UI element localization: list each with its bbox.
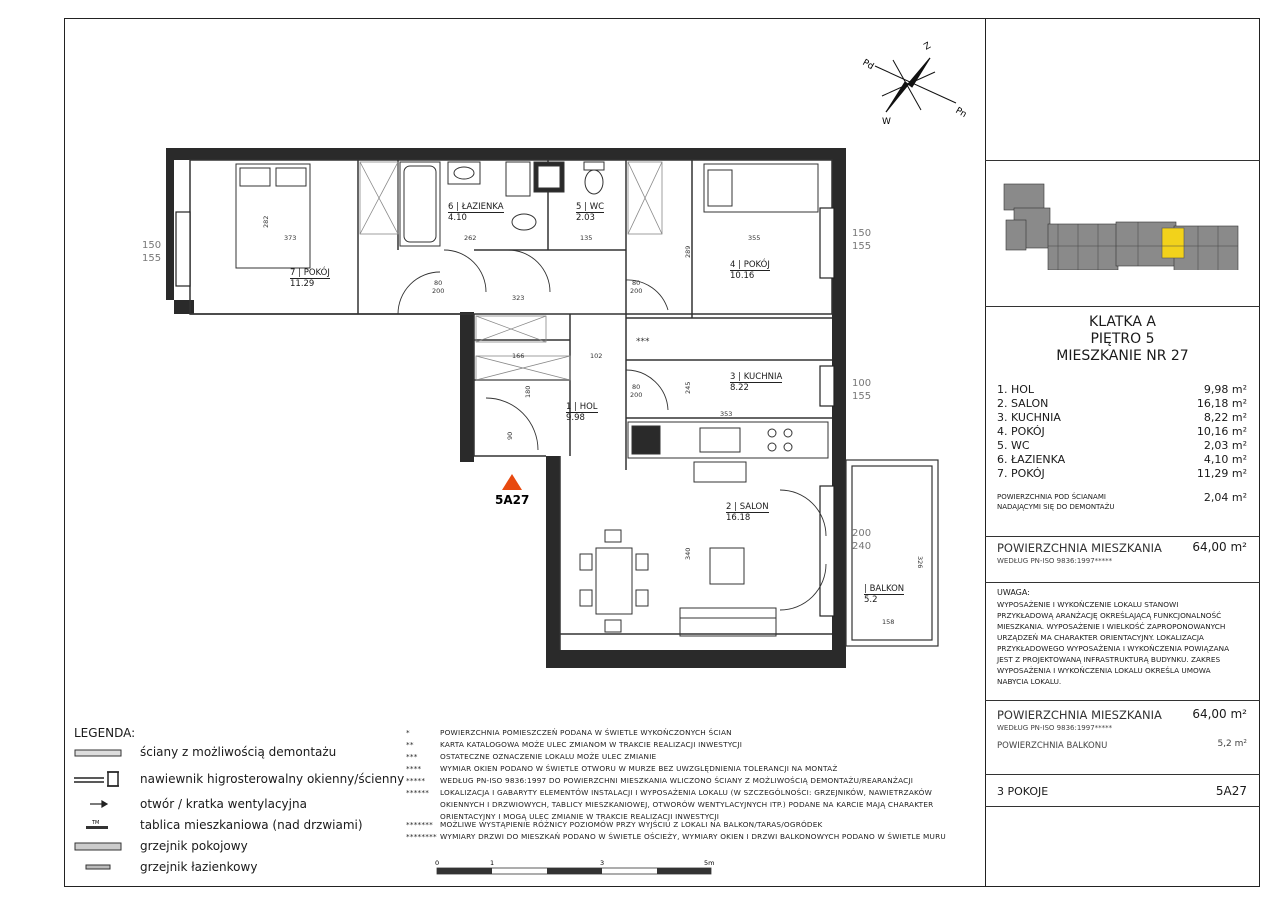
tm-label: TM	[92, 820, 100, 826]
room-row-label: 5. WC	[997, 439, 1030, 452]
dim-158: 158	[882, 618, 895, 626]
room-label-balcony: | BALKON 5.2	[864, 584, 905, 605]
dim-326: 326	[916, 556, 924, 569]
room-7-area: 11.29	[290, 279, 315, 289]
win-150-right: 150	[852, 228, 872, 239]
uwaga-line: WYPOSAŻENIA I WYKOŃCZENIA LOKALU OKREŚLA UMOWA	[997, 666, 1211, 675]
dim-340: 340	[684, 547, 692, 560]
room-row	[997, 467, 1247, 480]
note-mark: *****	[406, 776, 426, 785]
room-4-name: POKÓJ	[743, 260, 770, 270]
total-area-note-2: WEDŁUG PN-ISO 9836:1997*****	[997, 724, 1113, 732]
note-text: LOKALIZACJA I GABARYTY ELEMENTÓW INSTALACJI I WYPOSAŻENIA LOKALU (W SZCZEGÓLNOŚCI: GRZEJNIKÓW, NAWIETRZAKÓW	[440, 788, 932, 797]
note-mark: *	[406, 728, 410, 737]
note-text: MOŻLIWE WYSTĄPIENIE RÓŻNICY POZIOMÓW PRZY WYJŚCIU Z LOKALI NA BALKON/TARAS/OGRÓDEK	[440, 820, 823, 829]
balcony-name: BALKON	[869, 584, 905, 594]
door-80-c: 80	[632, 383, 641, 391]
win-200: 200	[852, 528, 872, 539]
apartment-panel-icon	[86, 820, 108, 829]
room-row-value: 2,03 m²	[1203, 439, 1247, 452]
room-4-area: 10.16	[730, 271, 755, 281]
dim-135: 135	[580, 234, 593, 242]
room-2-name: SALON	[739, 502, 769, 512]
room-row-value: 11,29 m²	[1196, 467, 1247, 480]
win-150-left: 150	[142, 240, 162, 251]
legend-item-demountable: ściany z możliwością demontażu	[140, 745, 337, 759]
room-3-name: KUCHNIA	[743, 372, 783, 382]
room-label-6: 6 | ŁAZIENKA 4.10	[448, 202, 504, 223]
uwaga-line: WYPOSAŻENIE I WYKOŃCZENIE LOKALU STANOWI	[997, 600, 1179, 609]
note-text: WYMIAR OKIEN PODANO W ŚWIETLE OTWORU W MURZE BEZ UWZGLĘDNIENIA TOLERANCJI NA MONTAŻ	[440, 764, 838, 773]
room-label-4: 4 | POKÓJ 10.16	[730, 260, 770, 281]
room-row-value: 10,16 m²	[1196, 425, 1247, 438]
note-text: OKIENNYCH I DRZWIOWYCH, TABLICY MIESZKANIOWEJ, OTWORÓW WENTYLACYJNYCH ITP.) PODANE NA KARCIE MAJĄ CHARAKTER	[440, 800, 934, 809]
legend-item-bath-radiator: grzejnik łazienkowy	[140, 860, 258, 874]
room-label-5: 5 | WC 2.03	[576, 202, 605, 223]
room-5-number: 5	[576, 202, 582, 212]
room-label-2: 2 | SALON 16.18	[726, 502, 769, 523]
room-label-7: 7 | POKÓJ 11.29	[290, 268, 330, 289]
room-5-name: WC	[589, 202, 605, 212]
room-row-label: 6. ŁAZIENKA	[997, 453, 1066, 466]
compass-w: Pd	[860, 57, 876, 73]
room-row-value: 9,98 m²	[1203, 383, 1247, 396]
note-text: WEDŁUG PN-ISO 9836:1997 DO POWIERZCHNI MIESZKANIA WLICZONO ŚCIANY Z MOŻLIWOŚCIĄ DEMONTAŻU/REARANŻACJI	[440, 776, 914, 785]
room-row-value: 4,10 m²	[1203, 453, 1247, 466]
note-mark: *******	[406, 820, 433, 829]
balcony-area-value: 5,2 m²	[1217, 739, 1247, 749]
total-area-value-2: 64,00 m²	[1192, 707, 1247, 721]
scale-3: 3	[600, 859, 605, 867]
dim-323: 323	[512, 294, 525, 302]
dim-262: 262	[464, 234, 477, 242]
dim-166: 166	[512, 352, 525, 360]
floor-label: PIĘTRO 5	[1090, 331, 1155, 347]
legend-item-room-radiator: grzejnik pokojowy	[140, 839, 248, 853]
dim-289: 289	[684, 245, 692, 258]
total-area-label: POWIERZCHNIA MIESZKANIA	[997, 541, 1162, 555]
legend-title: LEGENDA:	[74, 726, 136, 740]
room-6-number: 6	[448, 202, 454, 212]
room-5-area: 2.03	[576, 213, 595, 223]
apartment-code: 5A27	[1215, 784, 1247, 798]
apartment-label: MIESZKANIE NR 27	[1056, 348, 1189, 364]
balcony-area: 5.2	[864, 595, 878, 605]
dim-355: 355	[748, 234, 761, 242]
room-row-label: 2. SALON	[997, 397, 1049, 410]
scale-0: 0	[435, 859, 440, 867]
room-row	[997, 425, 1247, 438]
building-keyplan	[998, 180, 1248, 270]
dim-353: 353	[720, 410, 733, 418]
compass-icon	[875, 58, 956, 112]
under-walls-label-2: NADAJĄCYMI SIĘ DO DEMONTAŻU	[997, 503, 1115, 511]
win-100: 100	[852, 378, 872, 389]
scale-5: 5m	[704, 859, 715, 867]
door-200-c: 200	[630, 391, 643, 399]
door-80-a: 80	[434, 279, 443, 287]
room-row-label: 7. POKÓJ	[997, 467, 1045, 480]
note-text: POWIERZCHNIA POMIESZCZEŃ PODANA W ŚWIETLE WYKOŃCZONYCH ŚCIAN	[440, 728, 732, 737]
bathroom-radiator-icon	[86, 865, 110, 869]
room-row	[997, 453, 1247, 466]
room-1-name: HOL	[579, 402, 598, 412]
win-155-kitchen: 155	[852, 391, 872, 402]
uwaga-line: MIESZKANIA. WYPOSAŻENIE I WIELKOŚĆ ZAPROPONOWANYCH	[997, 622, 1226, 631]
room-radiator-icon	[75, 843, 121, 850]
compass-e: Pn	[953, 105, 969, 121]
scale-bar	[435, 859, 714, 874]
room-6-name: ŁAZIENKA	[461, 202, 504, 212]
room-7-name: POKÓJ	[303, 268, 330, 278]
legend-item-panel: tablica mieszkaniowa (nad drzwiami)	[140, 818, 363, 832]
room-2-number: 2	[726, 502, 732, 512]
dim-180: 180	[524, 385, 532, 398]
uwaga-line: JEST Z PROJEKTOWANĄ INFRASTRUKTURĄ BUDYNKU. ZAKRES	[997, 655, 1221, 664]
room-row-label: 3. KUCHNIA	[997, 411, 1061, 424]
note-mark: ******	[406, 788, 430, 797]
room-row-label: 4. POKÓJ	[997, 425, 1045, 438]
note-mark: ********	[406, 832, 437, 841]
dim-282: 282	[262, 215, 270, 228]
note-text: ORIENTACYJNY I MOGĄ ULEC ZMIANIE W TRAKCIE REALIZACJI INWESTYCJI	[440, 812, 720, 821]
room-label-3: 3 | KUCHNIA 8.22	[730, 372, 783, 393]
note-mark: ****	[406, 764, 422, 773]
entrance-code: 5A27	[495, 493, 530, 507]
air-vent-icon	[74, 772, 119, 786]
room-6-area: 4.10	[448, 213, 467, 223]
uwaga-line: PRZYKŁADOWĄ ARANŻACJĘ OKREŚLAJĄCĄ FUNKCJONALNOŚĆ	[997, 611, 1222, 620]
legend-item-ventilation: otwór / kratka wentylacyjna	[140, 797, 307, 811]
room-1-number: 1	[566, 402, 572, 412]
compass-n: Z	[922, 40, 933, 53]
rooms-count: 3 POKOJE	[997, 785, 1049, 798]
win-155-right: 155	[852, 241, 872, 252]
balcony-area-label: POWIERZCHNIA BALKONU	[997, 741, 1108, 751]
note-text: KARTA KATALOGOWA MOŻE ULEC ZMIANOM W TRAKCIE REALIZACJI INWESTYCJI	[440, 740, 743, 749]
note-mark: **	[406, 740, 414, 749]
room-4-number: 4	[730, 260, 736, 270]
room-7-number: 7	[290, 268, 296, 278]
dim-373: 373	[284, 234, 297, 242]
room-row	[997, 439, 1247, 452]
door-200-a: 200	[432, 287, 445, 295]
room-row	[997, 383, 1247, 396]
furniture	[236, 164, 818, 636]
room-label-1: 1 | HOL 9.98	[566, 402, 598, 423]
room-row	[997, 397, 1247, 410]
entrance-marker-icon	[502, 474, 522, 490]
under-walls-value: 2,04 m²	[1203, 491, 1247, 504]
uwaga-title: UWAGA:	[997, 588, 1030, 597]
win-155-left: 155	[142, 253, 162, 264]
note-text: WYMIARY DRZWI DO MIESZKAŃ PODANO W ŚWIETLE OŚCIEŻY, WYMIARY OKIEN I DRZWI BALKONOWYCH PODANO W ŚWIETLE MURU	[440, 832, 946, 841]
dim-245: 245	[684, 381, 692, 394]
note-text: OSTATECZNE OZNACZENIE LOKALU MOŻE ULEC ZMIANIE	[440, 752, 657, 761]
room-1-area: 9.98	[566, 413, 585, 423]
stars-label: ***	[636, 337, 650, 347]
ventilation-arrow-icon	[90, 801, 107, 807]
scale-1: 1	[490, 859, 495, 867]
total-area-label-2: POWIERZCHNIA MIESZKANIA	[997, 708, 1162, 722]
note-mark: ***	[406, 752, 418, 761]
uwaga-line: NABYCIA LOKALU.	[997, 677, 1062, 686]
legend-symbols	[74, 744, 134, 884]
staircase-label: KLATKA A	[1089, 314, 1156, 330]
door-200-b: 200	[630, 287, 643, 295]
room-row-value: 8,22 m²	[1203, 411, 1247, 424]
room-row-label: 1. HOL	[997, 383, 1035, 396]
total-area-note: WEDŁUG PN-ISO 9836:1997*****	[997, 557, 1113, 565]
total-area-value: 64,00 m²	[1192, 540, 1247, 554]
kitchen-counter	[628, 422, 828, 482]
demountable-walls	[360, 162, 662, 380]
dim-102: 102	[590, 352, 603, 360]
highlighted-apartment	[1162, 228, 1184, 258]
demountable-wall-icon	[75, 750, 121, 756]
legend-item-air-vent: nawiewnik higrosterowalny okienny/ścienny	[140, 772, 405, 786]
room-3-number: 3	[730, 372, 736, 382]
room-3-area: 8.22	[730, 383, 749, 393]
uwaga-line: URZĄDZEŃ MA CHARAKTER ORIENTACYJNY. LOKALIZACJA	[997, 633, 1204, 642]
room-row-value: 16,18 m²	[1196, 397, 1247, 410]
door-90: 90	[506, 431, 514, 440]
room-row	[997, 411, 1247, 424]
uwaga-line: PRZYKŁADOWEGO WYPOSAŻENIA I WYKOŃCZENIA POWIĄZANA	[997, 644, 1230, 653]
compass-s: W	[882, 117, 891, 127]
door-80-b: 80	[632, 279, 641, 287]
under-walls-label-1: POWIERZCHNIA POD ŚCIANAMI	[997, 493, 1106, 501]
room-2-area: 16.18	[726, 513, 751, 523]
win-240: 240	[852, 541, 872, 552]
